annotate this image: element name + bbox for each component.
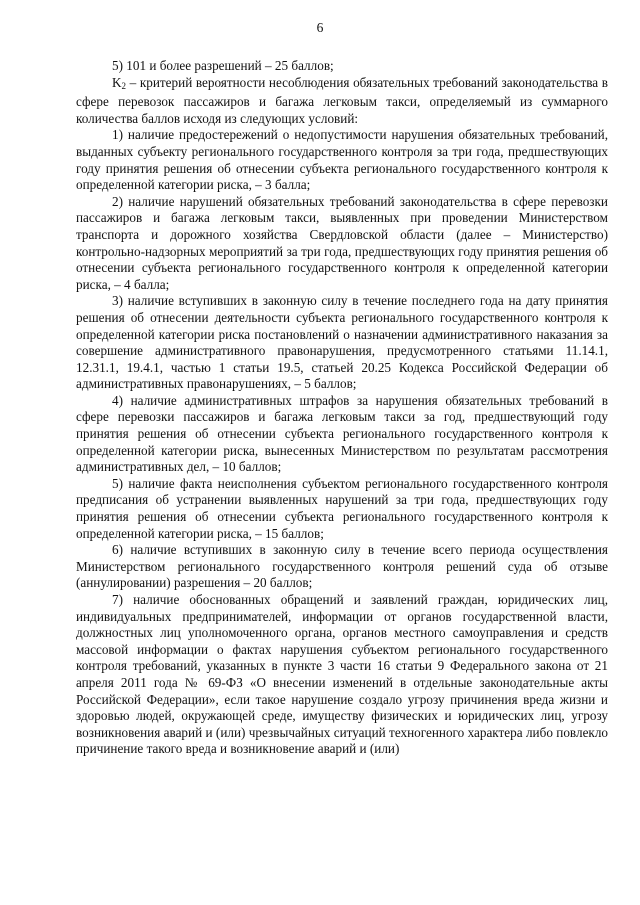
page-number: 6 — [316, 20, 324, 35]
paragraph-5: 3) наличие вступивших в законную силу в течение последнего года на дату принятия решения об отнесении деятельности субъекта регионального государственного контроля к определенной категории риска постановлений о назначении административного наказания за совершение административного правонарушения, предусмотренного статьями 11.14.1, 12.31.1, 19.4.1, частью 1 статьи 19.5, статьей 20.25 Кодекса Российской Федерации об административных правонарушениях, – 5 баллов; — [76, 293, 608, 392]
paragraph-2-text: – критерий вероятности несоблюдения обязательных требований законодательства в сфере перевозок пассажиров и багажа легковым такси, определяемый из суммарного количества баллов исходя из следующих условий: — [76, 74, 609, 126]
document-body — [76, 58, 608, 758]
paragraph-4: 2) наличие нарушений обязательных требований законодательства в сфере перевозки пассажиров и багажа легковым такси, выявленных при проведении Министерством транспорта и дорожного хозяйства Свердловской области (далее – Министерство) контрольно-надзорных мероприятий за три года, предшествующих году принятия решения об отнесении субъекта регионального государственного контроля к определенной категории риска, – 4 балла; — [76, 193, 608, 292]
k2-subscript: 2 — [121, 80, 127, 91]
paragraph-2 — [76, 75, 608, 128]
paragraph-7: 5) наличие факта неисполнения субъектом регионального государственного контроля предписания об устранении выявленных нарушений за три года, предшествующих году принятия решения об отнесении субъекта регионального государственного контроля к определенной категории риска, – 15 баллов; — [76, 475, 608, 541]
paragraph-6: 4) наличие административных штрафов за нарушения обязательных требований в сфере перевозки пассажиров и багажа легковым такси за год, предшествующий году принятия решения об отнесении субъекта регионального государственного контроля к определенной категории риска, вынесенных Министерством по результатам рассмотрения административных дел, – 10 баллов; — [76, 392, 608, 475]
k2-symbol: K — [112, 74, 122, 90]
paragraph-3: 1) наличие предостережений о недопустимости нарушения обязательных требований, выданных субъекту регионального государственного контроля за три года, предшествующих году принятия решения об отнесении субъекта регионального государственного контроля к определенной категории риска, – 3 балла; — [76, 127, 608, 193]
paragraph-8: 6) наличие вступивших в законную силу в течение всего периода осуществления Министерством регионального государственного контроля решений суда об отзыве (аннулировании) разрешения – 20 баллов; — [76, 542, 608, 591]
paragraph-1: 5) 101 и более разрешений – 25 баллов; — [112, 58, 334, 73]
paragraph-9: 7) наличие обоснованных обращений и заявлений граждан, юридических лиц, индивидуальных предпринимателей, информации от органов государственной власти, должностных лиц уполномоченного органа, органов местного самоуправления и средств массовой информации о фактах нарушения субъектом регионального государственного контроля требований, указанных в пункте 3 части 16 статьи 9 Федерального закона от 21 апреля 2011 года № 69-ФЗ «О внесении изменений в отдельные законодательные акты Российской Федерации», если такое нарушение создало угрозу причинения вреда жизни и здоровью людей, окружающей среде, имуществу физических и юридических лиц, угрозу возникновения аварий и (или) чрезвычайных ситуаций техногенного характера либо повлекло причинение такого вреда и возникновение аварий и (или) — [76, 592, 608, 757]
